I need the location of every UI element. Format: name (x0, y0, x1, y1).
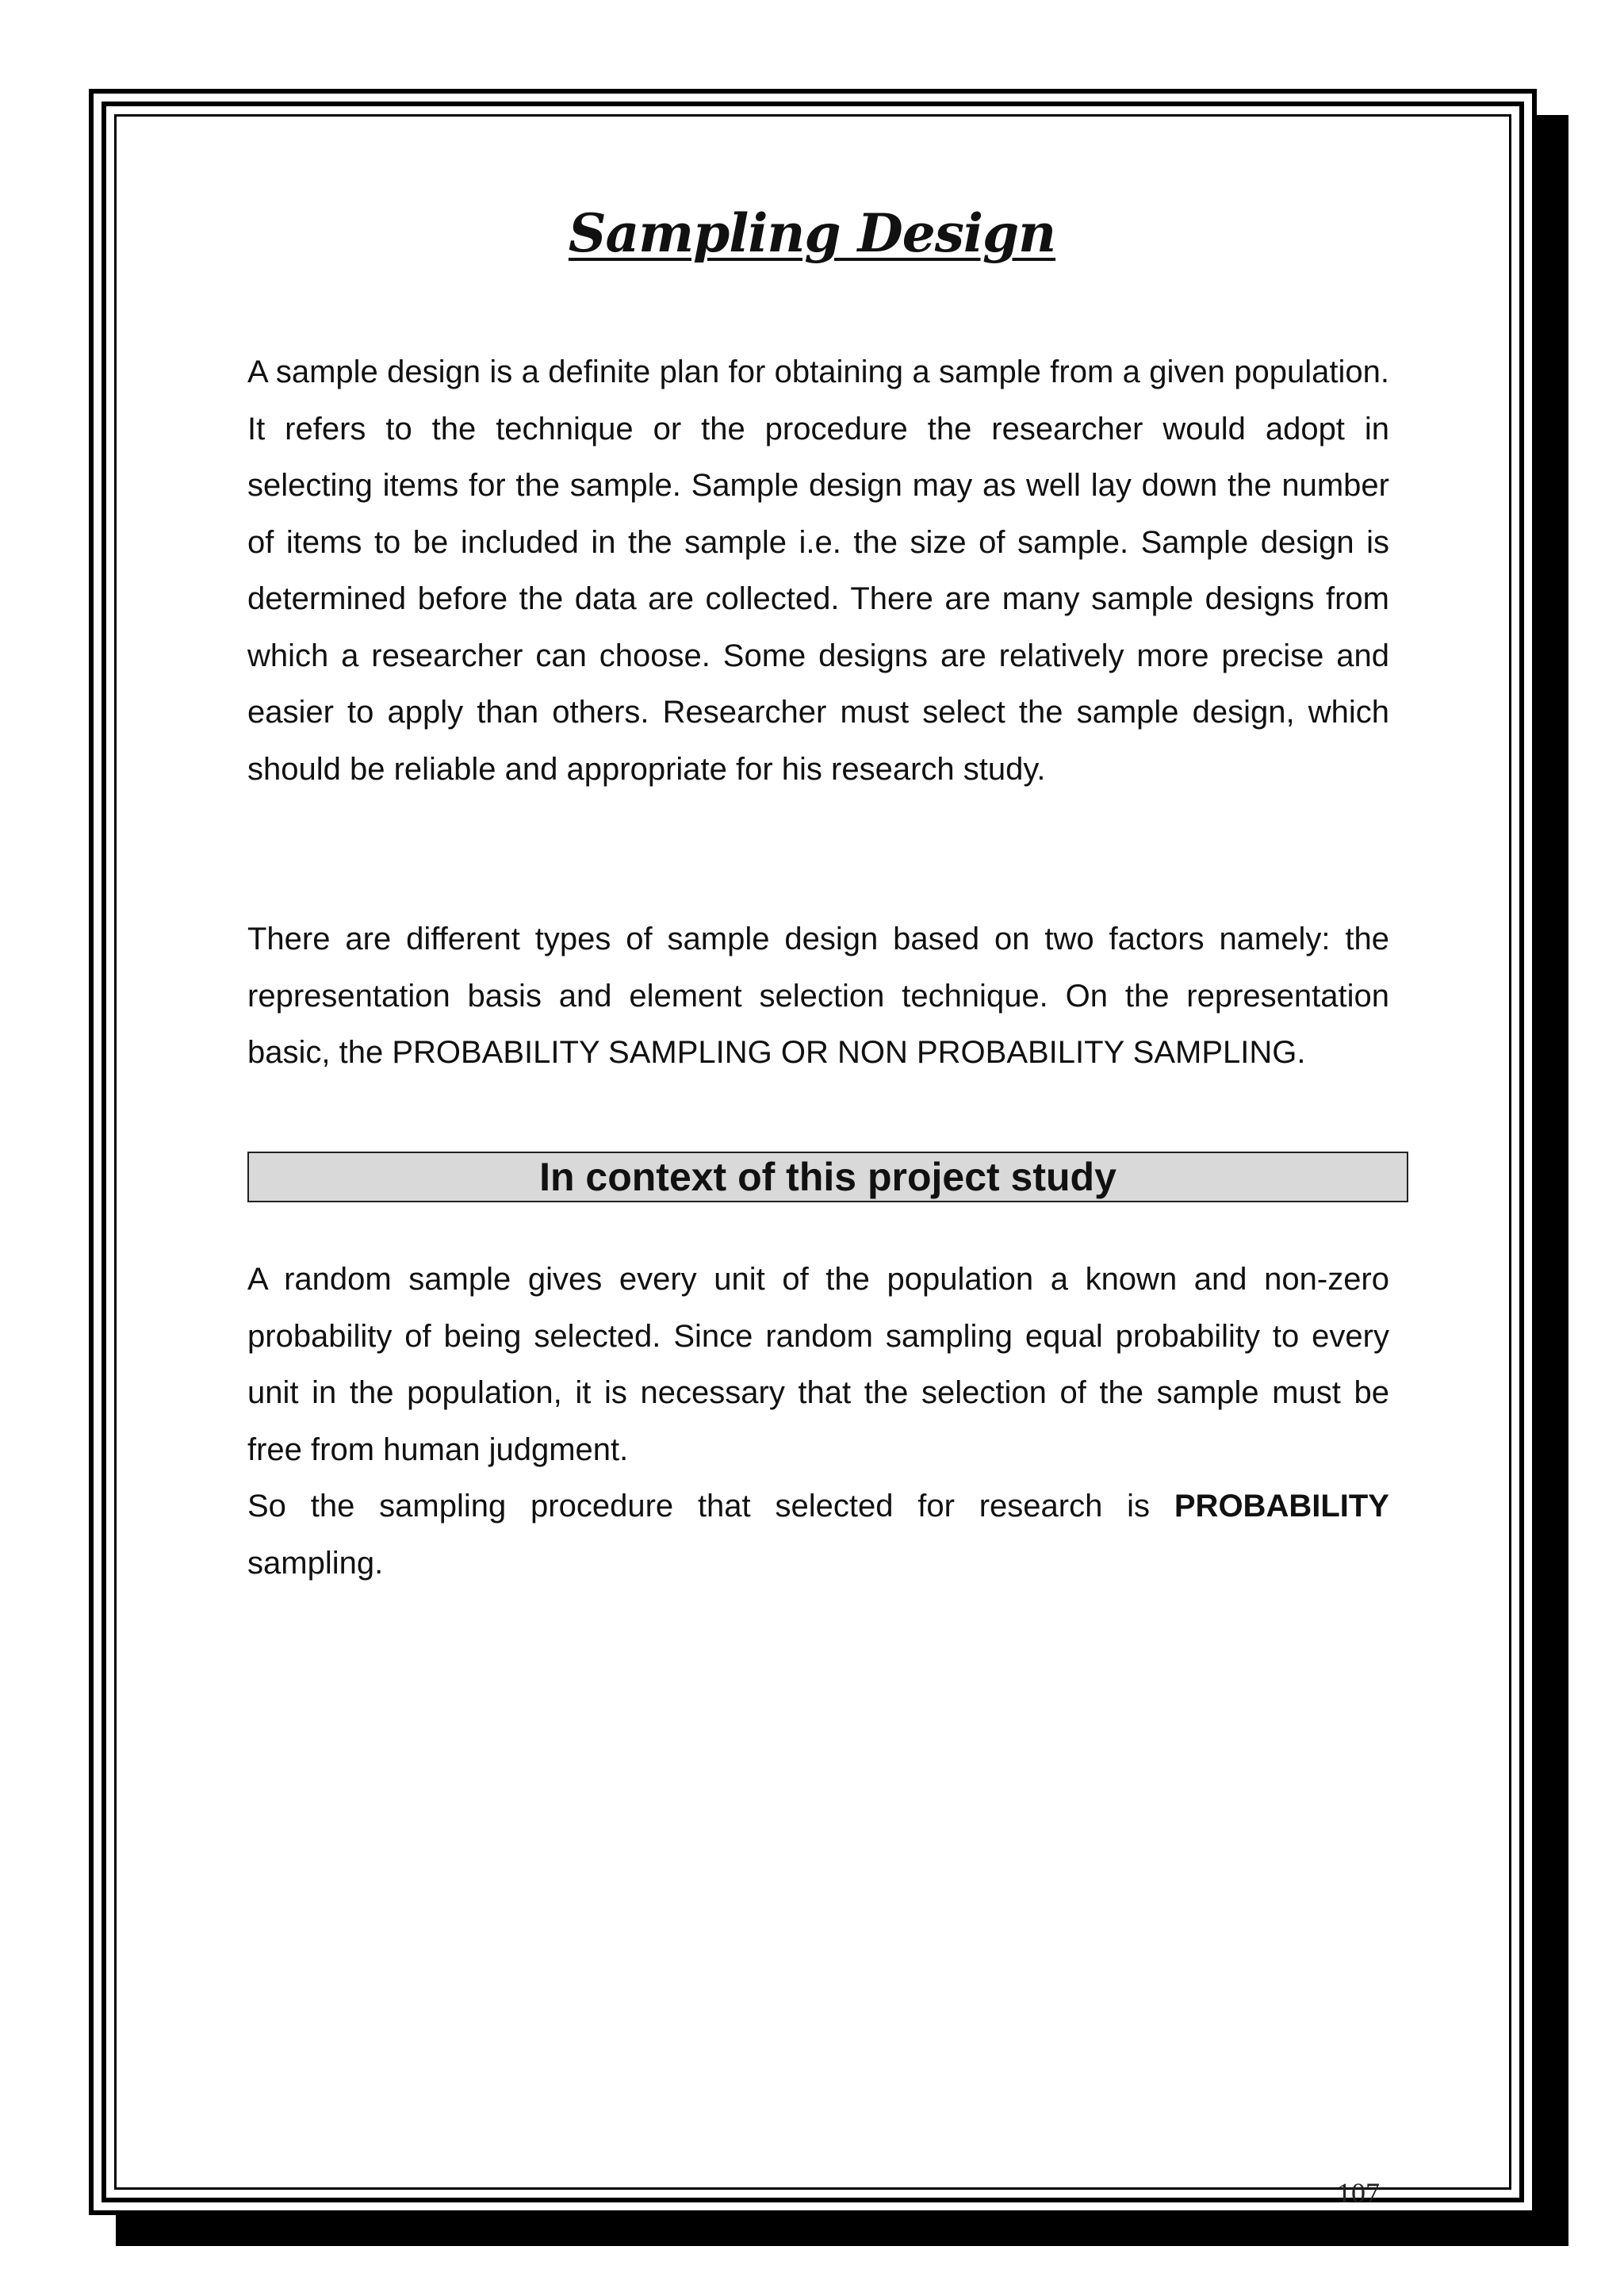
context-paragraph (247, 1251, 1389, 1592)
conclusion-prefix: So the sampling procedure that selected for research is (247, 1489, 1151, 1524)
conclusion-suffix: sampling. (247, 1545, 384, 1581)
page-number: 107 (1337, 2177, 1380, 2209)
types-paragraph: There are different types of sample design based on two factors namely: the representation basis and element selection technique. On the representation basic, the PROBABILITY SAMPLING OR NON PROBABILITY SAMPLING. (247, 922, 1389, 1070)
intro-paragraph: A sample design is a definite plan for obtaining a sample from a given population. It refers to the technique or the procedure the researcher would adopt in selecting items for the sample. Sample design may as well lay down the number of items to be included in the sample i.e. the size of sample. Sample design is determined before the data are collected. There are many sample designs from which a researcher can choose. Some designs are relatively more precise and easier to apply than others. Researcher must select the sample design, which should be reliable and appropriate for his research study. (247, 355, 1389, 787)
conclusion-emphasis: PROBABILITY (1174, 1489, 1389, 1524)
section-heading: In context of this project study (247, 1152, 1408, 1202)
page-title: Sampling Design (568, 202, 1056, 264)
random-sample-text: A random sample gives every unit of the population a known and non-zero probability of being selected. Since random sampling equal probability to every unit in the population, it is necessary that the selection of the sample must be free from human judgment. (247, 1262, 1389, 1467)
